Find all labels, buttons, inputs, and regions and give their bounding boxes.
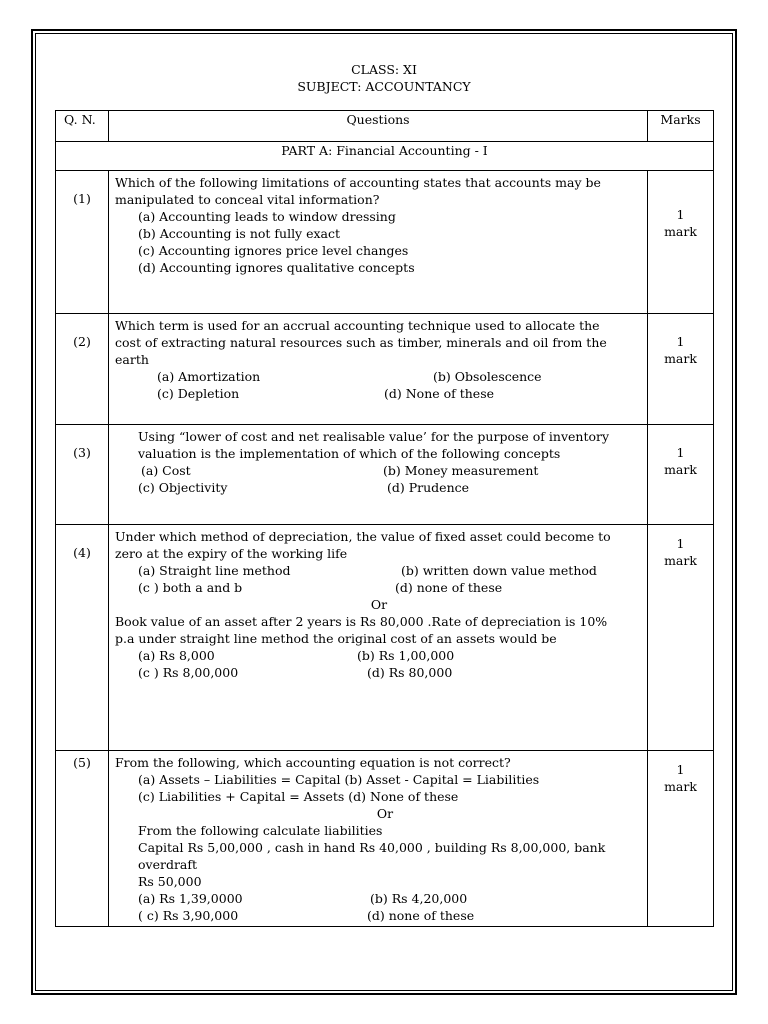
- alternate-question: Capital Rs 5,00,000 , cash in hand Rs 40,000 , building Rs 8,00,000, bank: [138, 840, 606, 855]
- alternate-question: p.a under straight line method the original cost of an assets would be: [115, 631, 557, 646]
- option-d: (d) Accounting ignores qualitative concepts: [138, 260, 415, 275]
- question-stem: manipulated to conceal vital information?: [115, 192, 380, 207]
- option-c: (c) Depletion: [157, 386, 240, 401]
- marks-value: 1: [676, 445, 685, 460]
- question-stem: Under which method of depreciation, the value of fixed asset could become to: [115, 529, 611, 544]
- question-stem: valuation is the implementation of which of the following concepts: [138, 446, 561, 461]
- column-header-qn: Q. N.: [56, 111, 109, 142]
- marks-cell: [648, 171, 714, 314]
- column-header-marks: Marks: [648, 111, 714, 142]
- section-title: PART A: Financial Accounting - I: [56, 142, 714, 171]
- option-d: (d) none of these: [395, 580, 503, 595]
- option-b: (b) Rs 1,00,000: [357, 648, 455, 663]
- question-body: [109, 425, 648, 525]
- section-row: [56, 142, 714, 171]
- options-cd: (c) Liabilities + Capital = Assets (d) None of these: [138, 789, 459, 804]
- option-d: (d) None of these: [384, 386, 495, 401]
- option-a: (a) Rs 1,39,0000: [138, 891, 243, 906]
- question-stem: Using “lower of cost and net realisable value’ for the purpose of inventory: [138, 429, 610, 444]
- option-c: (c) Objectivity: [138, 480, 228, 495]
- question-stem: Which of the following limitations of accounting states that accounts may be: [115, 175, 601, 190]
- option-c: (c) Accounting ignores price level changes: [138, 243, 409, 258]
- table-row: [56, 751, 714, 927]
- question-stem: From the following, which accounting equation is not correct?: [115, 755, 511, 770]
- marks-cell: [648, 525, 714, 751]
- marks-value: 1: [676, 334, 685, 349]
- option-d: (d) Rs 80,000: [367, 665, 453, 680]
- table-row: [56, 525, 714, 751]
- option-b: (b) Money measurement: [383, 463, 539, 478]
- question-stem: Which term is used for an accrual accounting technique used to allocate the: [115, 318, 600, 333]
- question-number: (5): [56, 751, 109, 927]
- question-table: [55, 110, 714, 927]
- question-number: (1): [56, 171, 109, 314]
- alternate-question: Rs 50,000: [138, 874, 202, 889]
- option-a: (a) Straight line method: [138, 563, 291, 578]
- marks-unit: mark: [664, 462, 697, 477]
- option-b: (b) Accounting is not fully exact: [138, 226, 341, 241]
- table-header-row: [56, 111, 714, 142]
- alternate-question: overdraft: [138, 857, 198, 872]
- marks-value: 1: [676, 762, 685, 777]
- subject-heading: SUBJECT: ACCOUNTANCY: [297, 79, 471, 94]
- marks-cell: [648, 314, 714, 425]
- column-header-questions: Questions: [109, 111, 648, 142]
- option-b: (b) Rs 4,20,000: [370, 891, 468, 906]
- question-stem: earth: [115, 352, 149, 367]
- marks-unit: mark: [664, 779, 697, 794]
- option-a: (a) Rs 8,000: [138, 648, 215, 663]
- or-separator: Or: [370, 597, 388, 612]
- option-a: (a) Amortization: [157, 369, 261, 384]
- option-a: (a) Accounting leads to window dressing: [138, 209, 396, 224]
- question-body: [109, 171, 648, 314]
- alternate-question: From the following calculate liabilities: [138, 823, 383, 838]
- option-c: ( c) Rs 3,90,000: [138, 908, 239, 923]
- option-b: (b) Obsolescence: [433, 369, 542, 384]
- or-separator: Or: [376, 806, 394, 821]
- table-row: [56, 314, 714, 425]
- marks-cell: [648, 425, 714, 525]
- option-b: (b) written down value method: [401, 563, 597, 578]
- marks-value: 1: [676, 536, 685, 551]
- option-a: (a) Cost: [141, 463, 191, 478]
- question-body: [109, 525, 648, 751]
- marks-value: 1: [676, 207, 685, 222]
- option-c: (c ) Rs 8,00,000: [138, 665, 239, 680]
- marks-unit: mark: [664, 553, 697, 568]
- option-d: (d) Prudence: [387, 480, 470, 495]
- question-stem: zero at the expiry of the working life: [115, 546, 348, 561]
- marks-cell: [648, 751, 714, 927]
- table-row: [56, 425, 714, 525]
- question-body: [109, 751, 648, 927]
- option-d: (d) none of these: [367, 908, 475, 923]
- question-number: (2): [56, 314, 109, 425]
- question-stem: cost of extracting natural resources such as timber, minerals and oil from the: [115, 335, 607, 350]
- alternate-question: Book value of an asset after 2 years is Rs 80,000 .Rate of depreciation is 10%: [115, 614, 608, 629]
- options-ab: (a) Assets – Liabilities = Capital (b) Asset - Capital = Liabilities: [138, 772, 540, 787]
- question-body: [109, 314, 648, 425]
- class-heading: CLASS: XI: [351, 62, 417, 77]
- option-c: (c ) both a and b: [138, 580, 243, 595]
- question-number: (4): [56, 525, 109, 751]
- table-row: [56, 171, 714, 314]
- marks-unit: mark: [664, 351, 697, 366]
- question-number: (3): [56, 425, 109, 525]
- marks-unit: mark: [664, 224, 697, 239]
